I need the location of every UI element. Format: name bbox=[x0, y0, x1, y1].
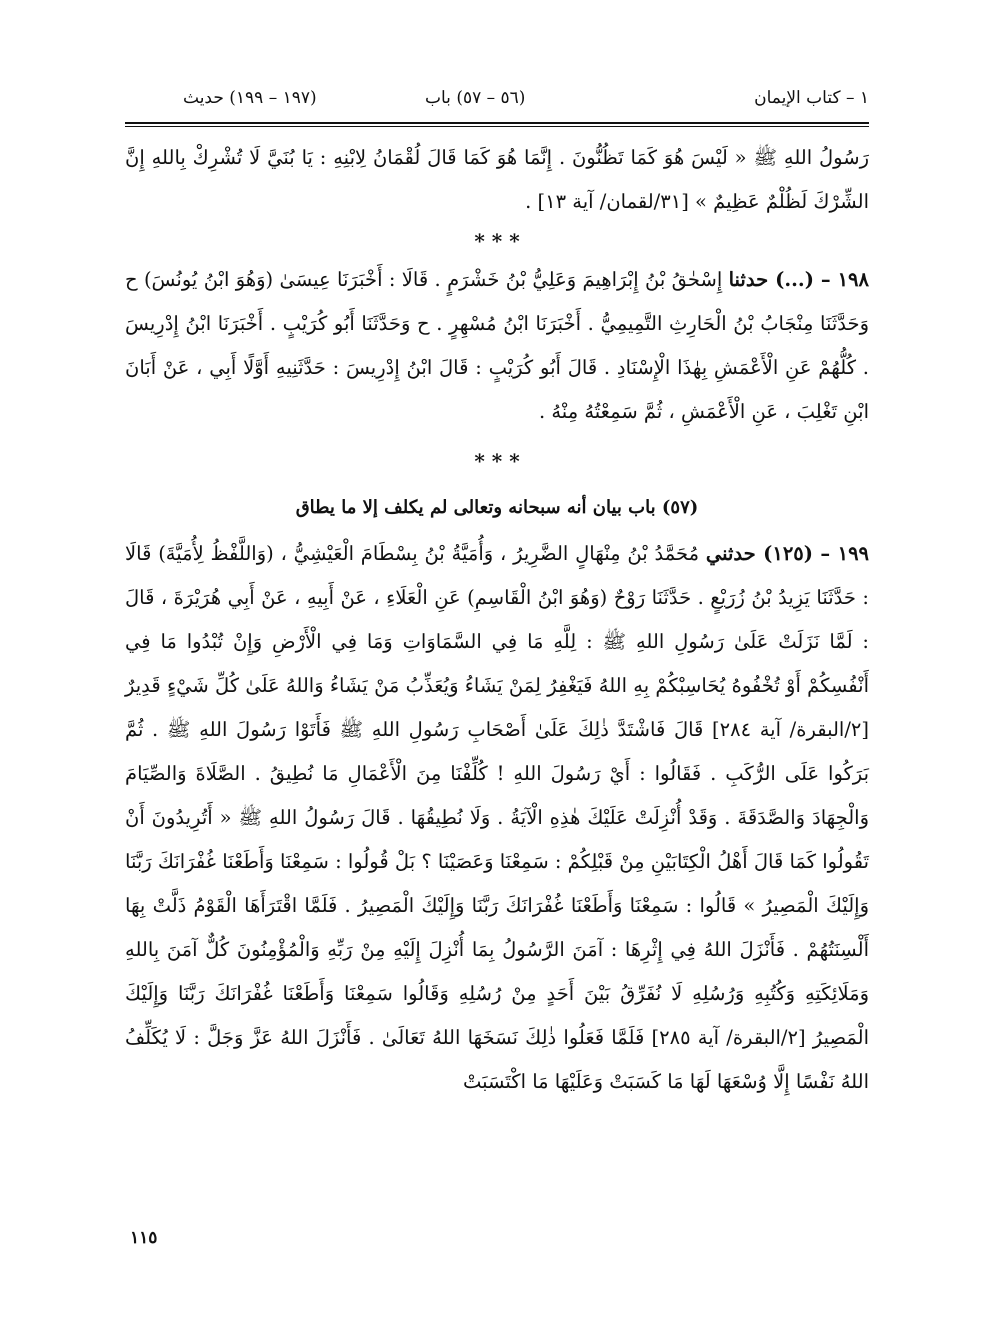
hadith-199 bbox=[125, 532, 869, 1104]
hadith-range: (١٩٧ – ١٩٩) حديث bbox=[183, 88, 317, 108]
hadith-198-text: إِسْحٰقُ بْنُ إِبْرَاهِيمَ وَعَلِيُّ بْنُ خَشْرَمٍ . قَالَا : أَخْبَرَنَا عِيسَىٰ (وَهُوَ ابْنُ يُونُسَ) ح وَحَدَّثَنَا مِنْجَابُ بْنُ الْحَارِثِ التَّمِيمِيُّ . أَخْبَرَنَا ابْنُ مُسْهِرٍ . ح وَحَدَّثَنَا أَبُو كُرَيْبٍ . أَخْبَرَنَا ابْنُ إِدْرِيسَ . كُلُّهُمْ عَنِ الْأَعْمَشِ بِهٰذَا الْإِسْنَادِ . قَالَ أَبُو كُرَيْبٍ : قَالَ ابْنُ إِدْرِيسَ : حَدَّثَنِيهِ أَوَّلًا أَبِي ، عَنْ أَبَانَ ابْنِ تَغْلِبَ ، عَنِ الْأَعْمَشِ ، ثُمَّ سَمِعْتُهُ مِنْهُ . bbox=[125, 268, 869, 423]
page-number: ١١٥ bbox=[130, 1228, 158, 1248]
section-separator: * * * bbox=[474, 229, 520, 253]
chapter-title: (٥٧) باب بيان أنه سبحانه وتعالى لم يكلف إلا ما يطاق bbox=[295, 497, 699, 518]
hadith-199-text: مُحَمَّدُ بْنُ مِنْهَالٍ الضَّرِيرُ ، وَأُمَيَّةُ بْنُ بِسْطَامَ الْعَيْشِيُّ ، (وَاللَّفْظُ لِأُمَيَّةَ) قَالَا : حَدَّثَنَا يَزِيدُ بْنُ زُرَيْعٍ . حَدَّثَنَا رَوْحٌ (وَهُوَ ابْنُ الْقَاسِمِ) عَنِ الْعَلَاءِ ، عَنْ أَبِيهِ ، عَنْ أَبِي هُرَيْرَةَ ، قَالَ : لَمَّا نَزَلَتْ عَلَىٰ رَسُولِ اللهِ ﷺ : لِلَّهِ مَا فِي السَّمَاوَاتِ وَمَا فِي الْأَرْضِ وَإِنْ تُبْدُوا مَا فِي أَنْفُسِكُمْ أَوْ تُخْفُوهُ يُحَاسِبْكُمْ بِهِ اللهُ فَيَغْفِرُ لِمَنْ يَشَاءُ وَيُعَذِّبُ مَنْ يَشَاءُ وَاللهُ عَلَىٰ كُلِّ شَيْءٍ قَدِيرٌ [٢/البقرة/ آية ٢٨٤] قَالَ فَاشْتَدَّ ذٰلِكَ عَلَىٰ أَصْحَابِ رَسُولِ اللهِ ﷺ فَأَتَوْا رَسُولَ اللهِ ﷺ . ثُمَّ بَرَكُوا عَلَى الرُّكَبِ . فَقَالُوا : أَيْ رَسُولَ اللهِ ! كُلِّفْنَا مِنَ الْأَعْمَالِ مَا نُطِيقُ . الصَّلَاةَ وَالصِّيَامَ وَالْجِهَادَ وَالصَّدَقَةَ . وَقَدْ أُنْزِلَتْ عَلَيْكَ هٰذِهِ الْآيَةُ . وَلَا نُطِيقُهَا . قَالَ رَسُولُ اللهِ ﷺ « أَتُرِيدُونَ أَنْ تَقُولُوا كَمَا قَالَ أَهْلُ الْكِتَابَيْنِ مِنْ قَبْلِكُمْ : سَمِعْنَا وَعَصَيْنَا ؟ بَلْ قُولُوا : سَمِعْنَا وَأَطَعْنَا غُفْرَانَكَ رَبَّنَا وَإِلَيْكَ الْمَصِيرُ » قَالُوا : سَمِعْنَا وَأَطَعْنَا غُفْرَانَكَ رَبَّنَا وَإِلَيْكَ الْمَصِيرُ . فَلَمَّا اقْتَرَأَهَا الْقَوْمُ ذَلَّتْ بِهَا أَلْسِنَتُهُمْ . فَأَنْزَلَ اللهُ فِي إِثْرِهَا : آمَنَ الرَّسُولُ بِمَا أُنْزِلَ إِلَيْهِ مِنْ رَبِّهِ وَالْمُؤْمِنُونَ كُلٌّ آمَنَ بِاللهِ وَمَلَائِكَتِهِ وَكُتُبِهِ وَرُسُلِهِ لَا نُفَرِّقُ بَيْنَ أَحَدٍ مِنْ رُسُلِهِ وَقَالُوا سَمِعْنَا وَأَطَعْنَا غُفْرَانَكَ رَبَّنَا وَإِلَيْكَ الْمَصِيرُ [٢/البقرة/ آية ٢٨٥] فَلَمَّا فَعَلُوا ذٰلِكَ نَسَخَهَا اللهُ تَعَالَىٰ . فَأَنْزَلَ اللهُ عَزَّ وَجَلَّ : لَا يُكَلِّفُ اللهُ نَفْسًا إِلَّا وُسْعَهَا لَهَا مَا كَسَبَتْ وَعَلَيْهَا مَا اكْتَسَبَتْ bbox=[125, 542, 869, 1093]
book-title: ١ – كتاب الإيمان bbox=[754, 88, 869, 108]
paragraph-continuation: رَسُولُ اللهِ ﷺ « لَيْسَ هُوَ كَمَا تَظُنُّونَ . إِنَّمَا هُوَ كَمَا قَالَ لُقْمَانُ لِابْنِهِ : يَا بُنَيَّ لَا تُشْرِكْ بِاللهِ إِنَّ الشِّرْكَ لَظُلْمٌ عَظِيمٌ » [٣١/لقمان/ آية ١٣] . bbox=[125, 146, 869, 213]
header-rule bbox=[125, 122, 869, 127]
page-body bbox=[125, 136, 869, 1104]
hadith-198-number: ١٩٨ – (...) حدثنا bbox=[728, 268, 869, 291]
running-header bbox=[125, 84, 869, 120]
hadith-199-number: ١٩٩ – (١٢٥) حدثني bbox=[705, 542, 870, 565]
bab-range: (٥٦ – ٥٧) باب bbox=[425, 88, 526, 108]
hadith-198 bbox=[125, 258, 869, 434]
section-separator: * * * bbox=[474, 449, 520, 473]
